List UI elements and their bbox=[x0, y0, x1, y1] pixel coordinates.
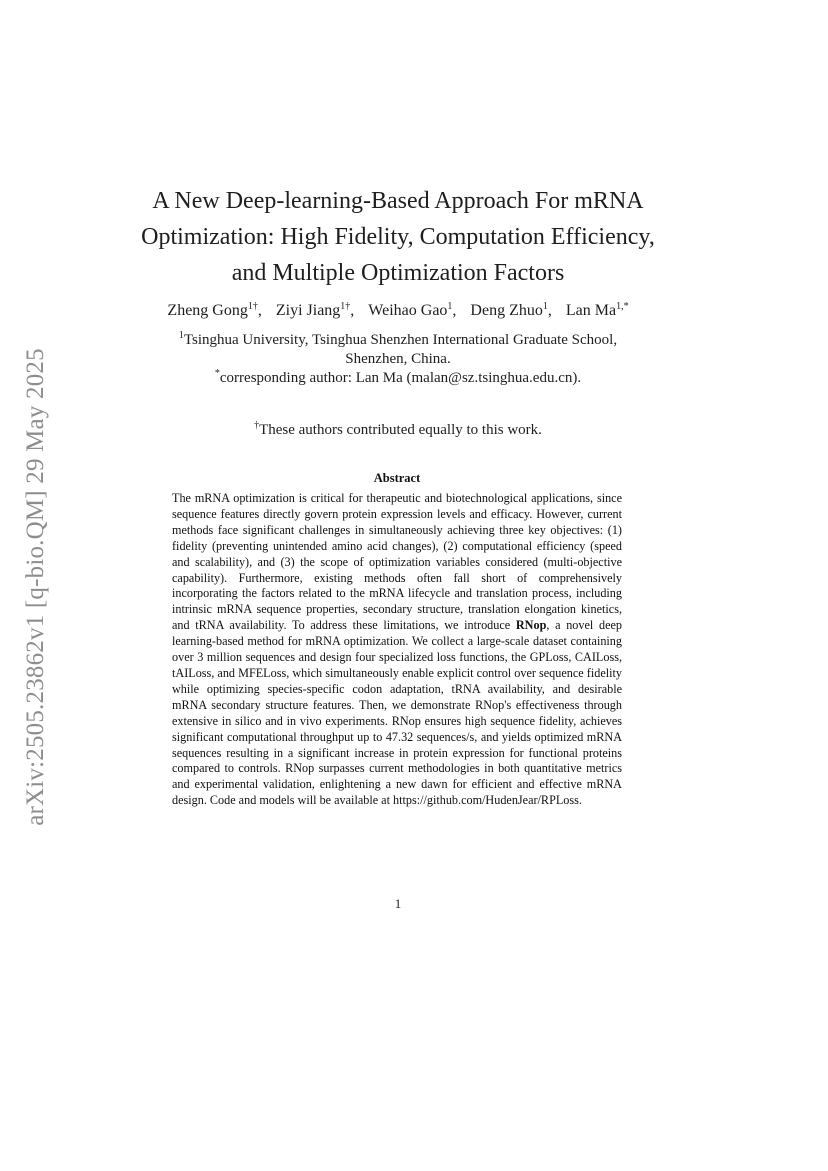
author-mark: 1† bbox=[340, 301, 351, 312]
abstract-body: The mRNA optimization is critical for therapeutic and biotechnological applications, since sequence features directly govern protein expression levels and efficacy. However, current methods face significant challenges in simultaneously achieving three key objectives: (1) fidelity (preventing unintended amino acid changes), (2) computational efficiency (speed and scalability), and (3) the scope of optimization variables considered (multi-objective capability). Furthermore, existing methods often fall short of comprehensively incorporating the factors related to the mRNA lifecycle and translation process, including intrinsic mRNA sequence properties, secondary structure, translation elongation kinetics, and tRNA availability. To address these limitations, we introduce RNop, a novel deep learning-based method for mRNA optimization. We collect a large-scale dataset containing over 3 million sequences and design four specialized loss functions, the GPLoss, CAILoss, tAILoss, and MFELoss, which simultaneously enable explicit control over sequence fidelity while optimizing species-specific codon adaptation, tRNA availability, and desirable mRNA secondary structure features. Then, we demonstrate RNop's effectiveness through extensive in silico and in vivo experiments. RNop ensures high sequence fidelity, achieves significant computational throughput up to 47.32 sequences/s, and yields optimized mRNA sequences resulting in a significant increase in protein expression for functional proteins compared to controls. RNop surpasses current methodologies in both quantitative metrics and experimental validation, enlightening a new dawn for efficient and effective mRNA design. Code and models will be available at https://github.com/HudenJear/RPLoss. bbox=[172, 491, 622, 808]
author-mark: 1,* bbox=[616, 301, 629, 312]
affiliation bbox=[160, 331, 636, 369]
corresponding-text: corresponding author: Lan Ma (malan@sz.tsinghua.edu.cn). bbox=[219, 370, 582, 386]
author: Zheng Gong$^{1\dagger}$, bbox=[167, 301, 262, 319]
author-mark: 1 bbox=[447, 301, 453, 312]
abstract-heading: Abstract bbox=[373, 471, 421, 485]
arxiv-stamp bbox=[14, 318, 58, 856]
equal-contribution-note bbox=[160, 421, 636, 440]
author-list bbox=[128, 300, 668, 322]
page-number: 1 bbox=[394, 896, 402, 911]
author: Lan $Ma^{1,*}$ bbox=[565, 301, 629, 319]
corresponding-mark: * bbox=[214, 368, 220, 379]
arxiv-stamp-text: arXiv:2505.23862v1 [q-bio.QM] 29 May 2025 bbox=[22, 348, 50, 826]
author: Weihao Gao$^1$, bbox=[368, 301, 457, 319]
paper-title: A New Deep-learning-Based Approach For mRNA Optimization: High Fidelity, Computation Efficiency, and Multiple Optimization Factors bbox=[141, 188, 655, 286]
corresponding-author bbox=[160, 369, 636, 388]
affiliation-mark: 1 bbox=[178, 330, 184, 341]
author-mark: 1 bbox=[542, 301, 548, 312]
affiliation-text: Tsinghua University, Tsinghua Shenzhen International Graduate School, Shenzhen, China. bbox=[183, 332, 618, 367]
author: Ziyi Jiang$^{1\dagger}$, bbox=[275, 301, 355, 319]
equal-contribution-text: These authors contributed equally to this work. bbox=[259, 422, 542, 438]
author: Deng Zhuo$^1$, bbox=[470, 301, 552, 319]
method-name: RNop bbox=[515, 618, 547, 633]
equal-contribution-mark: † bbox=[254, 420, 260, 431]
author-mark: 1† bbox=[247, 301, 258, 312]
